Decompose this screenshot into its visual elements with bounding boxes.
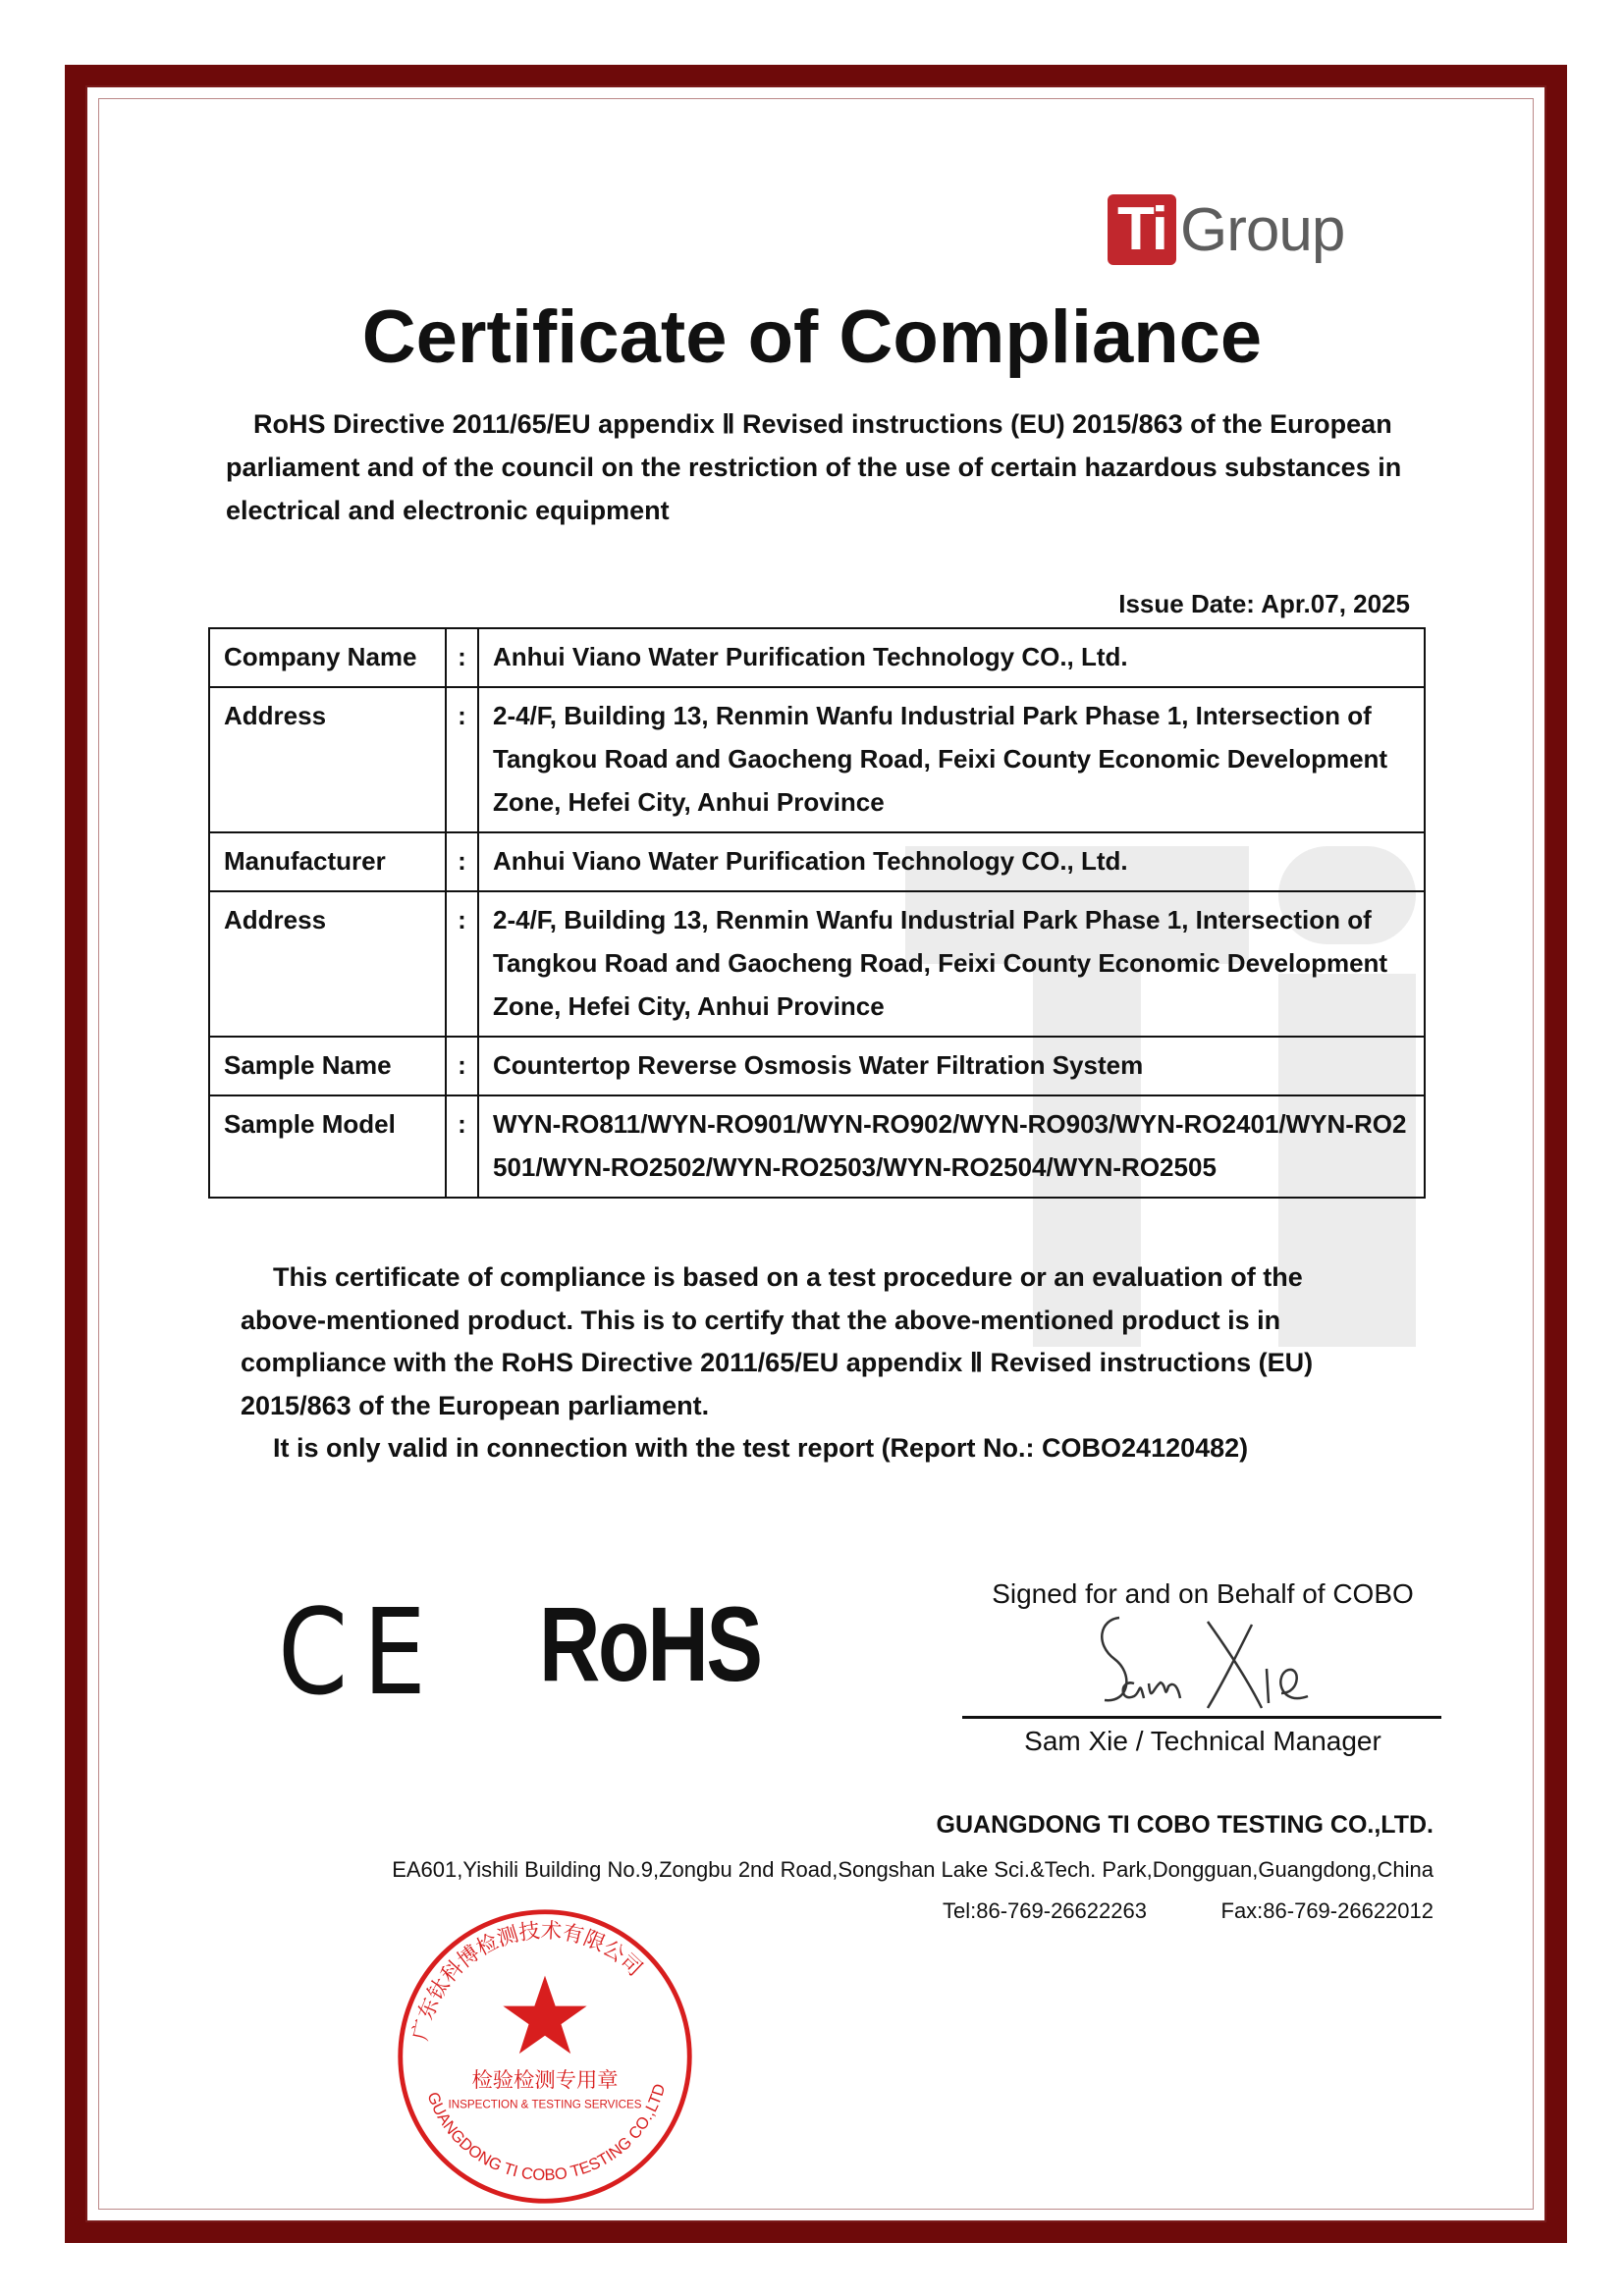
certificate-details-table <box>208 627 1426 1199</box>
company-seal-stamp <box>393 1904 697 2209</box>
issuer-fax: Fax:86-769-26622012 <box>1220 1898 1434 1923</box>
stamp-middle-text: 检验检测专用章 <box>471 2068 619 2093</box>
row-label: Address <box>209 687 446 832</box>
row-value: WYN-RO811/WYN-RO901/WYN-RO902/WYN-RO903/WYN-RO2401/WYN-RO2501/WYN-RO2502/WYN-RO2503/WYN-RO2504/WYN-RO2505 <box>478 1095 1425 1198</box>
row-label: Address <box>209 891 446 1037</box>
signatory-name-title: Sam Xie / Technical Manager <box>1024 1726 1381 1756</box>
report-validity-paragraph: It is only valid in connection with the test report (Report No.: COBO24120482) <box>273 1433 1249 1464</box>
row-label: Sample Name <box>209 1037 446 1095</box>
stamp-bottom-text: GUANGDONG TI COBO TESTING CO.,LTD <box>423 2081 670 2185</box>
table-row <box>209 891 1425 1037</box>
logo-ti: Ti <box>1108 194 1176 265</box>
table-row <box>209 832 1425 891</box>
signature-line <box>962 1716 1441 1719</box>
row-value: Anhui Viano Water Purification Technology CO., Ltd. <box>478 832 1425 891</box>
logo-group: Group <box>1179 195 1345 264</box>
table-row <box>209 628 1425 687</box>
rohs-mark: RoHS <box>539 1584 761 1703</box>
issuer-address: EA601,Yishili Building No.9,Zongbu 2nd Road,Songshan Lake Sci.&Tech. Park,Dongguan,Guangdong,China <box>392 1857 1434 1882</box>
directive-subtitle: RoHS Directive 2011/65/EU appendix Ⅱ Revised instructions (EU) 2015/863 of the European parliament and of the council on the restriction of the use of certain hazardous substances in electrical and electronic equipment <box>226 409 1402 525</box>
table-row <box>209 1037 1425 1095</box>
statement-paragraph: This certificate of compliance is based on a test procedure or an evaluation of the above-mentioned product. This is to certify that the above-mentioned product is in compliance with the RoHS Directive 2011/65/EU appendix Ⅱ Revised instructions (EU) 2015/863 of the European parliament. <box>241 1262 1314 1420</box>
signed-for-label: Signed for and on Behalf of COBO <box>992 1578 1414 1609</box>
row-label: Manufacturer <box>209 832 446 891</box>
handwritten-signature <box>1090 1610 1316 1713</box>
row-label: Company Name <box>209 628 446 687</box>
row-separator: : <box>446 628 478 687</box>
row-value: Anhui Viano Water Purification Technology CO., Ltd. <box>478 628 1425 687</box>
row-label: Sample Model <box>209 1095 446 1198</box>
row-value: 2-4/F, Building 13, Renmin Wanfu Industrial Park Phase 1, Intersection of Tangkou Road and Gaocheng Road, Feixi County Economic Development Zone, Hefei City, Anhui Province <box>478 687 1425 832</box>
stamp-english-small: INSPECTION & TESTING SERVICES <box>448 2098 642 2111</box>
row-value: Countertop Reverse Osmosis Water Filtration System <box>478 1037 1425 1095</box>
stamp-top-text: 广东钛科博检测技术有限公司 <box>407 1918 647 2044</box>
issue-date: Issue Date: Apr.07, 2025 <box>1118 589 1410 618</box>
stamp-star-icon <box>503 1976 586 2054</box>
stamp-ring <box>401 1912 690 2202</box>
tigroup-logo <box>1108 194 1344 265</box>
issuer-tel: Tel:86-769-26622263 <box>943 1898 1147 1923</box>
table-row <box>209 1095 1425 1198</box>
row-separator: : <box>446 891 478 1037</box>
ce-mark: CE <box>278 1585 442 1722</box>
row-separator: : <box>446 832 478 891</box>
table-row <box>209 687 1425 832</box>
certification-statement <box>241 1256 1389 1470</box>
page-title: Certificate of Compliance <box>361 295 1263 379</box>
row-separator: : <box>446 1095 478 1198</box>
row-separator: : <box>446 1037 478 1095</box>
row-separator: : <box>446 687 478 832</box>
row-value: 2-4/F, Building 13, Renmin Wanfu Industrial Park Phase 1, Intersection of Tangkou Road and Gaocheng Road, Feixi County Economic Development Zone, Hefei City, Anhui Province <box>478 891 1425 1037</box>
issuer-company: GUANGDONG TI COBO TESTING CO.,LTD. <box>936 1811 1434 1839</box>
